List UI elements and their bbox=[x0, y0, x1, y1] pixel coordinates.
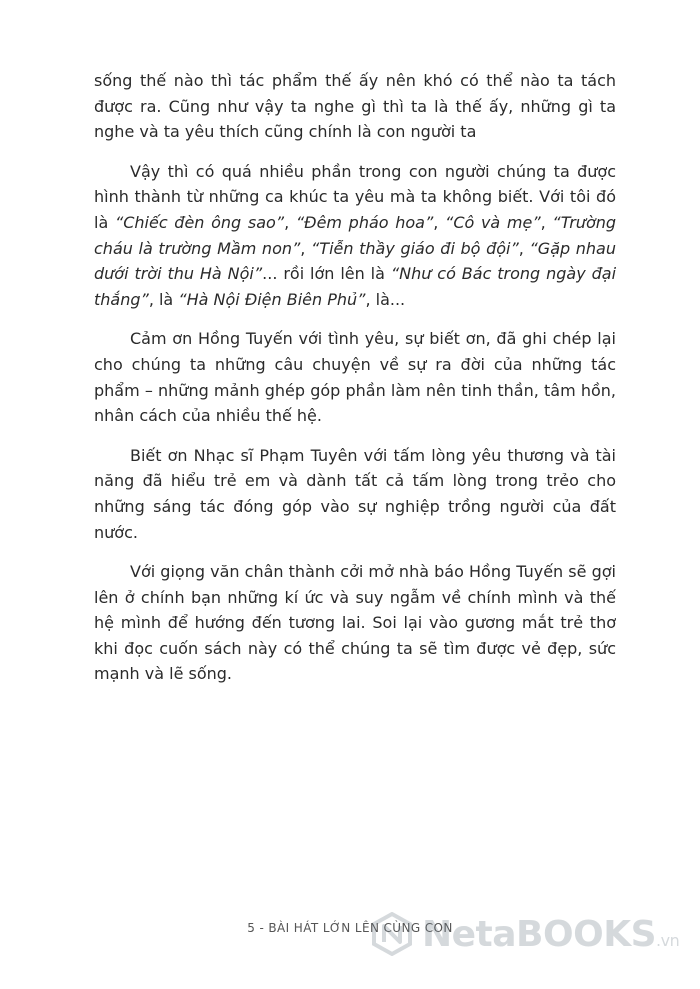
paragraph-1: sống thế nào thì tác phẩm thế ấy nên khó có thể nào ta tách được ra. Cũng như vậy ta nghe gì thì ta là thế ấy, những gì ta nghe và ta yêu thích cũng chính là con người ta bbox=[94, 71, 616, 142]
watermark-text: NetaBOOKS.vn bbox=[422, 913, 680, 955]
song-title: “Hà Nội Điện Biên Phủ” bbox=[178, 289, 366, 309]
song-title: “Chiếc đèn ông sao” bbox=[114, 212, 285, 232]
song-title: “Đêm pháo hoa” bbox=[295, 212, 434, 232]
watermark bbox=[370, 908, 679, 960]
paragraph-5: Với giọng văn chân thành cởi mở nhà báo Hồng Tuyến sẽ gợi lên ở chính bạn những kí ức và suy ngẫm về chính mình và thế hệ mình để hướng đến tương lai. Soi lại vào gương mắt trẻ thơ khi đọc cuốn sách này có thể chúng ta sẽ tìm được vẻ đẹp, sức mạnh và lẽ sống. bbox=[94, 562, 616, 684]
page-footer: 5 - BÀI HÁT LỚN LÊN CÙNG CON bbox=[247, 921, 453, 935]
song-title: “Tiễn thầy giáo đi bộ đội” bbox=[311, 238, 519, 258]
paragraph-4: Biết ơn Nhạc sĩ Phạm Tuyên với tấm lòng yêu thương và tài năng đã hiểu trẻ em và dành tất cả tấm lòng trong trẻo cho những sáng tác đóng góp vào sự nghiệp trồng người của đất nước. bbox=[94, 445, 616, 542]
song-title: “Gặp nhau dưới trời thu Hà Nội” bbox=[94, 238, 617, 284]
song-title: “Như có Bác trong ngày đại thắng” bbox=[94, 264, 617, 309]
paragraph-3: Cảm ơn Hồng Tuyến với tình yêu, sự biết ơn, đã ghi chép lại cho chúng ta những câu chuyện về sự ra đời của những tác phẩm – những mảnh ghép góp phần làm nên tinh thần, tâm hồn, nhân cách của nhiều thế hệ. bbox=[94, 329, 616, 426]
paragraph-2: Vậy thì có quá nhiều phần trong con người chúng ta được hình thành từ những ca khúc ta yêu mà ta không biết. Với tôi đó là “Chiếc đèn ông sao”, “Đêm pháo hoa”, “Cô và mẹ”, “Trường cháu là trường Mầm non”, “Tiễn thầy giáo đi bộ đội”, “Gặp nhau dưới trời thu Hà Nội”... rồi lớn lên là “Như có Bác trong ngày đại thắng”, là “Hà Nội Điện Biên Phủ”, là... bbox=[94, 161, 617, 309]
netabooks-logo-icon bbox=[370, 912, 414, 956]
song-title: “Cô và mẹ” bbox=[445, 212, 541, 232]
song-title: “Trường cháu là trường Mầm non” bbox=[94, 212, 617, 258]
body-text bbox=[94, 68, 616, 701]
